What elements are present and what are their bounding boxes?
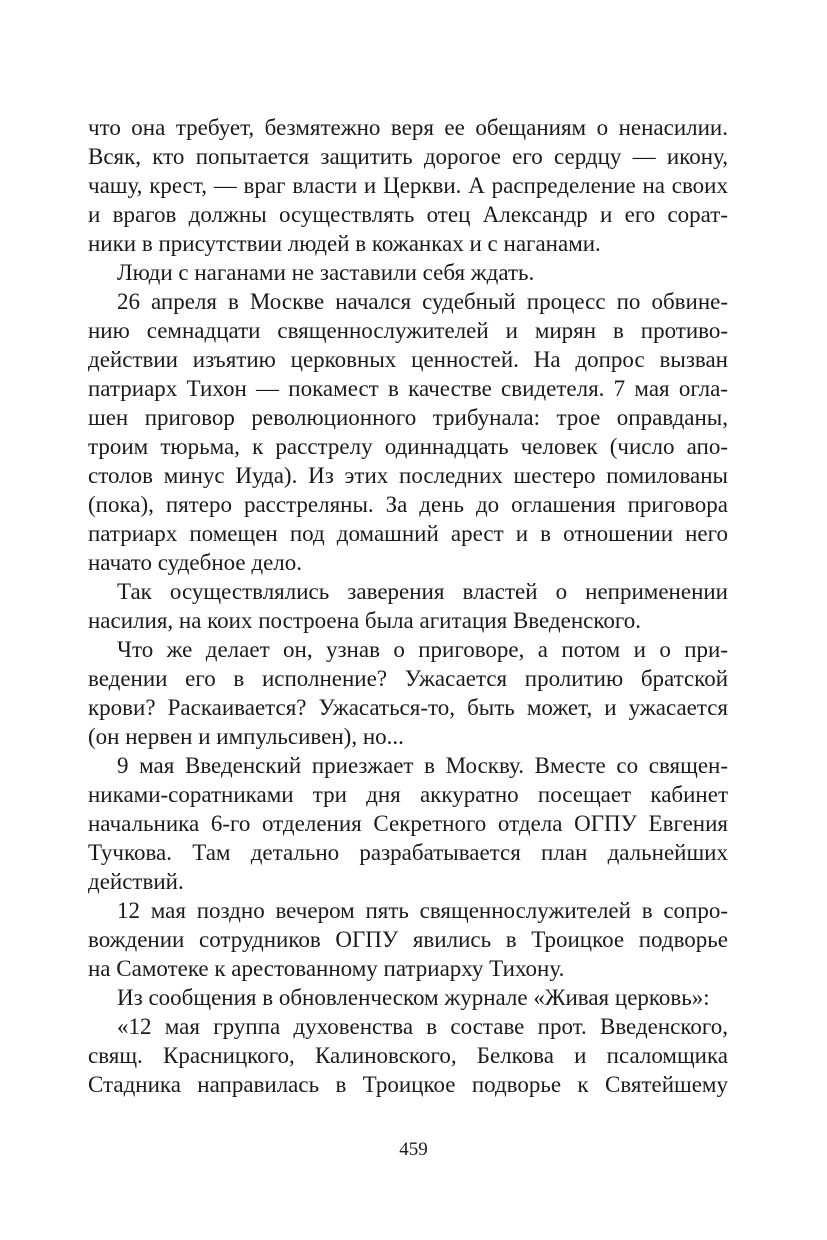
text-line: Из сообщения в обновленческом журнале «Живая церковь»:: [117, 985, 710, 1010]
text-line: Тучкова. Там детально разрабатывается план дальнейших: [88, 840, 728, 865]
text-line: и врагов должны осуществлять отец Александр и его сорат-: [88, 202, 728, 227]
text-line: нию семнадцати священнослужителей и мирян в противо-: [88, 318, 728, 343]
text-line: «12 мая группа духовенства в составе прот. Введенского,: [117, 1014, 728, 1039]
text-line: Люди с наганами не заставили себя ждать.: [117, 260, 535, 285]
text-line: (он нервен и импульсивен), но...: [88, 724, 404, 749]
text-line: (пока), пятеро расстреляны. За день до оглашения приговора: [88, 492, 728, 517]
text-line: 26 апреля в Москве начался судебный процесс по обвине-: [117, 289, 728, 314]
text-line: ники в присутствии людей в кожанках и с наганами.: [88, 231, 601, 256]
text-line: 9 мая Введенский приезжает в Москву. Вместе со священ-: [117, 753, 728, 778]
text-line: Всяк, кто попытается защитить дорогое его сердцу — икону,: [88, 144, 728, 169]
text-line: что она требует, безмятежно веря ее обещаниям о ненасилии.: [88, 115, 728, 140]
text-line: вождении сотрудников ОГПУ явились в Троицкое подворье: [88, 927, 728, 952]
page-body: [88, 113, 728, 1099]
text-line: Что же делает он, узнав о приговоре, а потом и о при-: [117, 637, 728, 662]
text-line: крови? Раскаивается? Ужасаться-то, быть может, и ужасается: [88, 695, 728, 720]
text-line: столов минус Иуда). Из этих последних шестеро помилованы: [88, 463, 728, 488]
text-line: на Самотеке к арестованному патриарху Тихону.: [88, 956, 565, 981]
text-line: действии изъятию церковных ценностей. На допрос вызван: [88, 347, 728, 372]
text-line: Так осуществлялись заверения властей о неприменении: [117, 579, 728, 604]
text-line: начальника 6-го отделения Секретного отдела ОГПУ Евгения: [88, 811, 728, 836]
text-line: шен приговор революционного трибунала: трое оправданы,: [88, 405, 728, 430]
text-line: патриарх помещен под домашний арест и в отношении него: [88, 521, 728, 546]
text-line: никами-соратниками три дня аккуратно посещает кабинет: [88, 782, 728, 807]
page-number: 459: [399, 1139, 428, 1160]
text-line: ведении его в исполнение? Ужасается пролитию братской: [88, 666, 728, 691]
text-line: насилия, на коих построена была агитация Введенского.: [88, 608, 641, 633]
text-line: троим тюрьма, к расстрелу одиннадцать человек (число апо-: [88, 434, 728, 459]
text-line: действий.: [88, 869, 184, 894]
text-line: чашу, крест, — враг власти и Церкви. А распределение на своих: [88, 173, 728, 198]
text-line: патриарх Тихон — покамест в качестве свидетеля. 7 мая огла-: [88, 376, 728, 401]
text-line: свящ. Красницкого, Калиновского, Белкова и псаломщика: [88, 1043, 728, 1068]
text-line: Стадника направилась в Троицкое подворье к Святейшему: [88, 1072, 728, 1097]
text-line: 12 мая поздно вечером пять священнослужителей в сопро-: [117, 898, 728, 923]
text-line: начато судебное дело.: [88, 550, 303, 575]
